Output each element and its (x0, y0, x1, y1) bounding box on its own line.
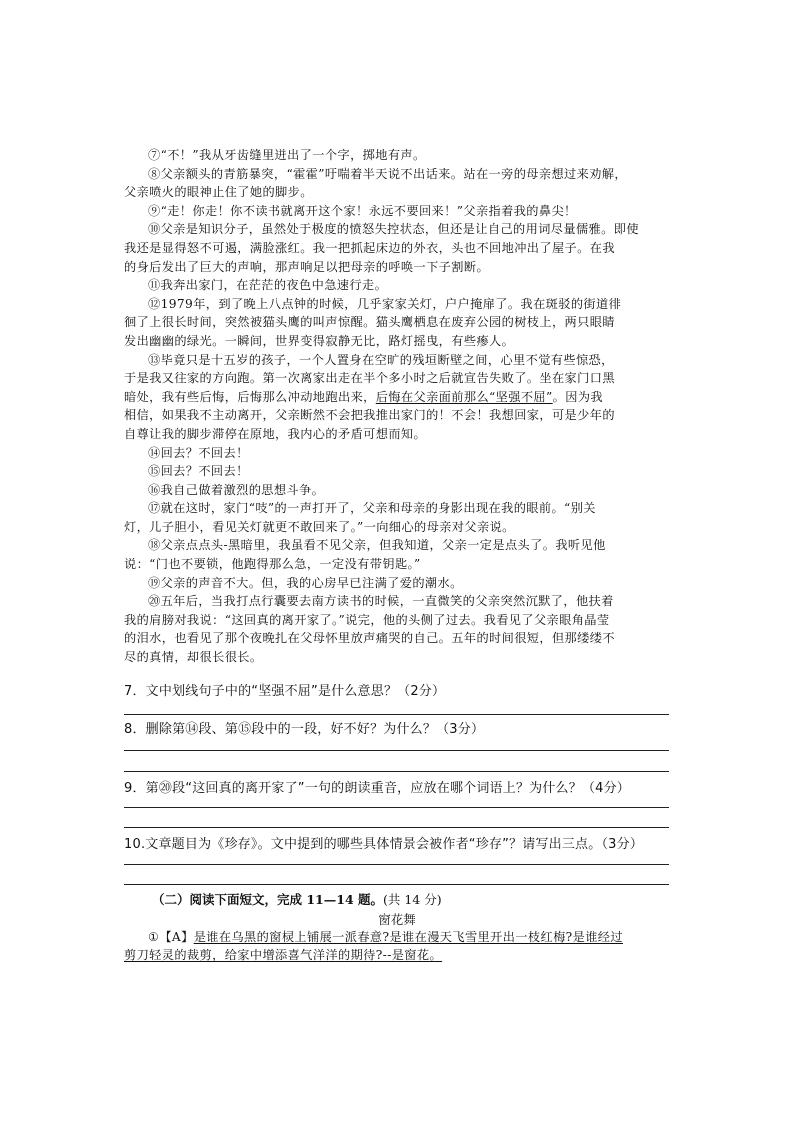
paragraph-line: ⑬毕竟只是十五岁的孩子，一个人置身在空旷的残垣断壁之间，心里不觉有些惊恐， (148, 352, 614, 367)
paragraph-line: 徊了上很长时间，突然被猫头鹰的叫声惊醒。猫头鹰栖息在废弃公园的树枝上，两只眼睛 (124, 315, 615, 330)
answer-line[interactable] (124, 864, 669, 865)
paragraph-line: ⑫1979年，到了晚上八点钟的时候，几乎家家关灯，户户掩扉了。我在斑驳的街道徘 (148, 296, 622, 311)
paragraph-13 (124, 351, 670, 370)
paragraph-line: 尽的真情，却很长很长。 (124, 650, 263, 665)
paragraph-10-cont (124, 258, 670, 277)
answer-line[interactable] (124, 807, 669, 808)
paragraph-20-cont (124, 611, 670, 630)
paragraph-13-cont (124, 369, 670, 388)
paragraph-12-cont (124, 313, 670, 332)
paragraph-15 (124, 462, 670, 481)
paragraph-20-cont (124, 629, 670, 648)
paragraph-line: ⑲父亲的声音不大。但，我的心房早已注满了爱的潮水。 (148, 575, 463, 590)
paragraph-18 (124, 536, 670, 555)
answer-line[interactable] (124, 750, 669, 751)
paragraph-line: ⑪我奔出家门，在茫茫的夜色中急速行走。 (148, 278, 388, 293)
paragraph-17 (124, 499, 670, 518)
paragraph-line: 我还是显得怒不可遏，满脸涨红。我一把抓起床边的外衣，头也不回地冲出了屋子。在我 (124, 240, 615, 255)
paragraph-13-cont (124, 406, 670, 425)
paragraph-line: 于是我又往家的方向跑。第一次离家出走在半个多小时之后就宣告失败了。坐在家门口黑 (124, 371, 615, 386)
paragraph-line: ⑱父亲点点头-黑暗里，我虽看不见父亲，但我知道，父亲一定是点头了。我听见他 (148, 538, 606, 553)
paragraph-line: ⑨“走！你走！你不读书就离开这个家！永远不要回来！”父亲指着我的鼻尖！ (148, 203, 577, 218)
paragraph-line: 发出幽幽的绿光。一瞬间，世界变得寂静无比，路灯摇曳，有些瘆人。 (124, 333, 515, 348)
paragraph-11 (124, 276, 670, 295)
section-heading-score: (共 14 分) (383, 892, 442, 907)
paragraph-line: 的身后发出了巨大的声响，那声响足以把母亲的呼唤一下子割断。 (124, 259, 490, 274)
underlined-sentence: 后悔在父亲面前那么“坚强不屈” (375, 389, 553, 404)
paragraph-12 (124, 295, 670, 314)
paragraph-17-cont (124, 518, 670, 537)
answer-line[interactable] (124, 884, 669, 885)
paragraph-10 (124, 220, 670, 239)
paragraph-line: ⑰就在这时，家门“吱”的一声打开了，父亲和母亲的身影出现在我的眼前。“别关 (148, 501, 596, 516)
paragraph-line: 说：“门也不要锁，他跑得那么急，一定没有带钥匙。” (124, 557, 421, 572)
paragraph-marker: ①【A】 (148, 930, 194, 944)
question-7: 7．文中划线句子中的“坚强不屈”是什么意思？（2分） (124, 684, 446, 699)
question-9: 9．第⑳段“这回真的离开家了”一句的朗读重音，应放在哪个词语上？为什么？（4分） (124, 781, 631, 796)
paragraph-20-cont (124, 648, 670, 667)
paragraph-12-cont (124, 332, 670, 351)
paragraph-9 (124, 202, 670, 221)
article-title: 窗花舞 (378, 912, 416, 927)
paragraph-line: 灯，儿子胆小，看见关灯就更不敢回来了。”一向细心的母亲对父亲说。 (124, 519, 515, 534)
paragraph-line: ⑯我自己做着激烈的思想斗争。 (148, 482, 325, 497)
paragraph-line: 父亲喷火的眼神止住了她的脚步。 (124, 185, 313, 200)
answer-line[interactable] (124, 714, 669, 715)
paragraph-14 (124, 444, 670, 463)
answer-line[interactable] (124, 771, 669, 772)
underlined-text: 剪刀轻灵的裁剪，给家中增添喜气洋洋的期待?--是窗花。 (124, 948, 443, 962)
paragraph-line: 的泪水，也看见了那个夜晚扎在父母怀里放声痛哭的自己。五年的时间很短，但那缕缕不 (124, 631, 615, 646)
paragraph-line: 自尊让我的脚步滞停在原地，我内心的矛盾可想而知。 (124, 426, 427, 441)
paragraph-line: 相信，如果我不主动离开，父亲断然不会把我推出家门的！不会！我想回家，可是少年的 (124, 408, 615, 423)
paragraph-19 (124, 574, 670, 593)
section-heading-bold: （二）阅读下面短文，完成 11—14 题。 (152, 892, 383, 907)
story-body (124, 146, 670, 667)
paragraph-line: ⑳五年后，当我打点行囊要去南方读书的时候，一直微笑的父亲突然沉默了，他扶着 (148, 594, 614, 609)
question-8: 8．删除第⑭段、第⑮段中的一段，好不好？为什么？（3分） (124, 722, 485, 737)
paragraph-8-cont (124, 183, 670, 202)
paragraph-line-with-underline: 暗处，我有些后悔，后悔那么冲动地跑出来，后悔在父亲面前那么“坚强不屈”。因为我 (124, 389, 604, 404)
paragraph-16 (124, 481, 670, 500)
paragraph-line: ⑭回去？不回去！ (148, 445, 249, 460)
section2-paragraph-1 (124, 928, 670, 947)
paragraph-10-cont (124, 239, 670, 258)
answer-line[interactable] (124, 827, 669, 828)
paragraph-line: ⑦“不！”我从牙齿缝里迸出了一个字，掷地有声。 (148, 148, 426, 162)
paragraph-7 (124, 146, 670, 165)
paragraph-line: ⑮回去？不回去！ (148, 464, 249, 479)
paragraph-18-cont (124, 555, 670, 574)
paragraph-8 (124, 165, 670, 184)
paragraph-20 (124, 592, 670, 611)
paragraph-line: ⑧父亲额头的青筋暴突，“霍霍”吁喘着半天说不出话来。站在一旁的母亲想过来劝解， (148, 166, 627, 181)
question-10: 10.文章题目为《珍存》。文中提到的哪些具体情景会被作者“珍存”？请写出三点。（3分） (124, 837, 644, 852)
paragraph-line: 我的肩膀对我说：“这回真的离开家了。”说完，他的头侧了过去。我看见了父亲眼角晶莹 (124, 612, 610, 627)
paragraph-line: ⑩父亲是知识分子，虽然处于极度的愤怒失控状态，但还是让自己的用词尽量儒雅。即使 (148, 222, 639, 237)
paragraph-13-cont (124, 388, 670, 407)
section-heading (124, 890, 442, 908)
section2-paragraph-1-cont (124, 946, 670, 965)
paragraph-13-cont (124, 425, 670, 444)
underlined-text: 是谁在乌黑的窗棂上铺展一派春意?是谁在漫天飞雪里开出一枝红梅?是谁经过 (193, 930, 623, 944)
